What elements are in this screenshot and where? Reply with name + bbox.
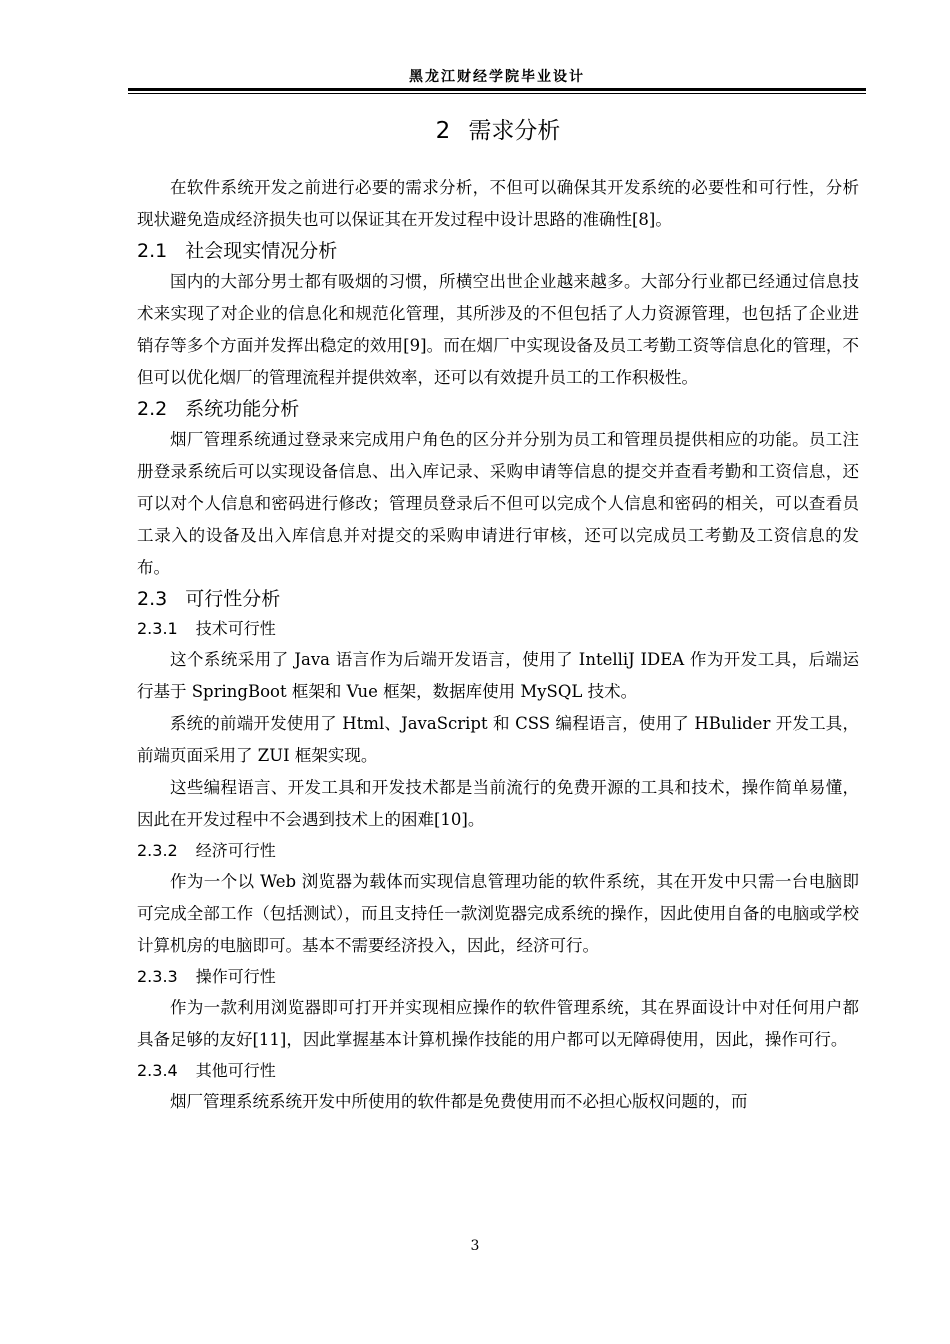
section-number: 2.2 (137, 398, 168, 420)
paragraph-2-3-1-c: 这些编程语言、开发工具和开发技术都是当前流行的免费开源的工具和技术，操作简单易懂，因此在开发过程中不会遇到技术上的困难[10]。 (137, 778, 859, 829)
subsection-number: 2.3.3 (137, 967, 178, 986)
subsection-number: 2.3.4 (137, 1061, 178, 1080)
section-number: 2.3 (137, 588, 168, 610)
subsection-heading-2-3-2 (137, 836, 859, 866)
paragraph-2-3-3: 作为一款利用浏览器即可打开并实现相应操作的软件管理系统，其在界面设计中对任何用户都具备足够的友好[11]，因此掌握基本计算机操作技能的用户都可以无障碍使用，因此，操作可行。 (137, 998, 859, 1049)
header-rule-thin (128, 93, 866, 94)
subsection-number: 2.3.2 (137, 841, 178, 860)
paragraph-2-2: 烟厂管理系统通过登录来完成用户角色的区分并分别为员工和管理员提供相应的功能。员工注册登录系统后可以实现设备信息、出入库记录、采购申请等信息的提交并查看考勤和工资信息，还可以对个人信息和密码进行修改；管理员登录后不但可以完成个人信息和密码的相关，可以查看员工录入的设备及出入库信息并对提交的采购申请进行审核，还可以完成员工考勤及工资信息的发布。 (137, 430, 859, 577)
section-heading-2-3 (137, 584, 859, 614)
subsection-number: 2.3.1 (137, 619, 178, 638)
subsection-title: 技术可行性 (195, 619, 276, 638)
chapter-title-text: 需求分析 (468, 118, 561, 144)
header-rule-thick (128, 88, 866, 91)
intro-paragraph: 在软件系统开发之前进行必要的需求分析，不但可以确保其开发系统的必要性和可行性，分析现状避免造成经济损失也可以保证其在开发过程中设计思路的准确性[8]。 (137, 178, 859, 229)
section-title: 系统功能分析 (185, 398, 300, 420)
subsection-heading-2-3-4 (137, 1056, 859, 1086)
chapter-title (137, 112, 859, 150)
subsection-title: 操作可行性 (195, 967, 276, 986)
paragraph-2-1: 国内的大部分男士都有吸烟的习惯，所横空出世企业越来越多。大部分行业都已经通过信息技术来实现了对企业的信息化和规范化管理，其所涉及的不但包括了人力资源管理，也包括了企业进销存等多个方面并发挥出稳定的效用[9]。而在烟厂中实现设备及员工考勤工资等信息化的管理，不但可以优化烟厂的管理流程并提供效率，还可以有效提升员工的工作积极性。 (137, 272, 859, 387)
section-number: 2.1 (137, 240, 168, 262)
paragraph-2-3-1-a: 这个系统采用了 Java 语言作为后端开发语言，使用了 IntelliJ IDEA 作为开发工具，后端运行基于 SpringBoot 框架和 Vue 框架，数据库使用 MySQL 技术。 (137, 650, 859, 701)
subsection-heading-2-3-3 (137, 962, 859, 992)
body-content (137, 112, 859, 1118)
subsection-title: 经济可行性 (195, 841, 276, 860)
paragraph-2-3-1-b: 系统的前端开发使用了 Html、JavaScript 和 CSS 编程语言，使用了 HBulider 开发工具，前端页面采用了 ZUI 框架实现。 (137, 714, 859, 765)
subsection-heading-2-3-1 (137, 614, 859, 644)
paragraph-2-3-4: 烟厂管理系统系统开发中所使用的软件都是免费使用而不必担心版权问题的，而 (170, 1092, 748, 1111)
chapter-number: 2 (435, 118, 451, 144)
section-title: 社会现实情况分析 (185, 240, 338, 262)
subsection-title: 其他可行性 (195, 1061, 276, 1080)
section-heading-2-2 (137, 394, 859, 424)
section-title: 可行性分析 (185, 588, 281, 610)
paragraph-2-3-2: 作为一个以 Web 浏览器为载体而实现信息管理功能的软件系统，其在开发中只需一台电脑即可完成全部工作（包括测试），而且支持任一款浏览器完成系统的操作，因此使用自备的电脑或学校计算机房的电脑即可。基本不需要经济投入，因此，经济可行。 (137, 872, 859, 955)
page-number: 3 (470, 1238, 480, 1254)
section-heading-2-1 (137, 236, 859, 266)
running-header: 黑龙江财经学院毕业设计 (409, 69, 585, 85)
